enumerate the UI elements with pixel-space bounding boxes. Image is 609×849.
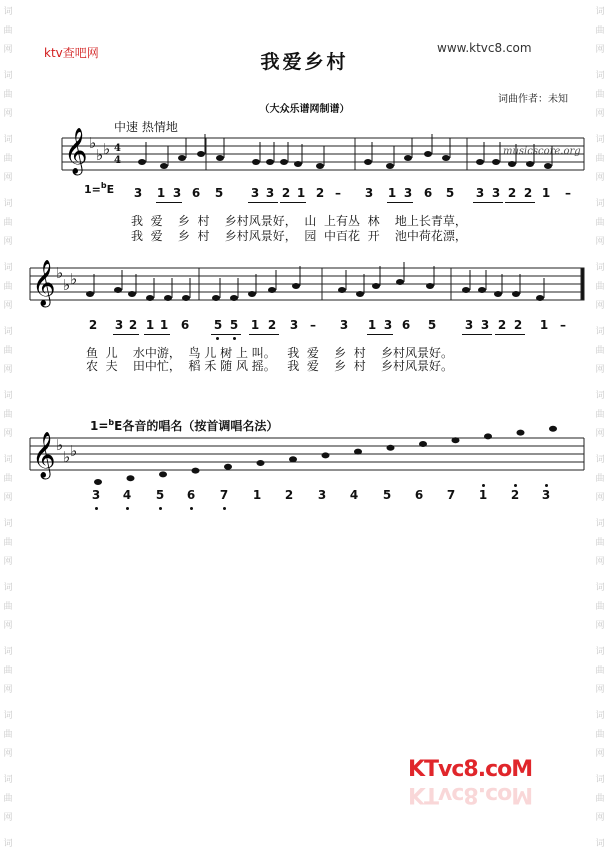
note-head	[512, 291, 520, 297]
flat-icon: ♭	[89, 134, 97, 152]
flat-icon: ♭	[70, 270, 78, 288]
note-head	[268, 287, 276, 293]
brand-label: ktv查吧网	[44, 46, 99, 60]
watermark-char: 曲	[3, 666, 13, 676]
octave-dot	[514, 484, 517, 487]
watermark-char: 网	[595, 301, 605, 311]
watermark-char: 网	[3, 557, 13, 567]
watermark-char: 词	[595, 71, 605, 81]
jianpu-number: 1	[145, 318, 155, 332]
jianpu-number: 3	[172, 186, 182, 200]
jianpu-underline	[462, 334, 492, 335]
jianpu-number: 1	[541, 186, 551, 200]
watermark-char: 网	[3, 237, 13, 247]
watermark-char: 词	[3, 7, 13, 17]
watermark-char: 词	[3, 839, 13, 849]
jianpu-underline	[367, 334, 393, 335]
note-head	[372, 283, 380, 289]
watermark-char: 曲	[595, 218, 605, 228]
watermark-char: 词	[595, 839, 605, 849]
footer-logo-reflection: KTvc8.coM	[408, 782, 533, 807]
watermark-char: 词	[3, 71, 13, 81]
jianpu-number: 3	[317, 488, 327, 502]
jianpu-number: 3	[541, 488, 551, 502]
jianpu-number: 1	[367, 318, 377, 332]
jianpu-number: 3	[91, 488, 101, 502]
watermark-char: 词	[595, 775, 605, 785]
watermark-char: 网	[3, 173, 13, 183]
treble-clef-icon: 𝄞	[32, 260, 56, 306]
jianpu-number: 4	[349, 488, 359, 502]
watermark-char: 词	[595, 391, 605, 401]
jianpu-number: 2	[497, 318, 507, 332]
jianpu-number: 3	[383, 318, 393, 332]
scale-note-head	[322, 452, 330, 458]
watermark-char: 词	[595, 647, 605, 657]
lyrics-line: 农 夫 田中忙， 稻 禾 随 风 摇。 我 爱 乡 村 乡村风景好。	[86, 359, 453, 373]
watermark-char: 网	[3, 301, 13, 311]
note-head	[86, 291, 94, 297]
jianpu-number: 7	[446, 488, 456, 502]
note-head	[356, 291, 364, 297]
jianpu-number: 3	[265, 186, 275, 200]
jianpu-number: –	[335, 186, 341, 200]
song-title: 我爱乡村	[260, 51, 349, 73]
watermark-char: 曲	[595, 282, 605, 292]
watermark-char: 曲	[3, 794, 13, 804]
watermark-char: 曲	[3, 474, 13, 484]
lyrics-line: 我 爱 乡 村 乡村风景好， 山 上有丛 林 地上长青草，	[131, 214, 467, 228]
note-head	[364, 159, 372, 165]
jianpu-number: 3	[114, 318, 124, 332]
watermark-char: 曲	[595, 346, 605, 356]
watermark-char: 曲	[595, 90, 605, 100]
note-head	[212, 295, 220, 301]
watermark-char: 网	[3, 621, 13, 631]
watermark-char: 网	[595, 429, 605, 439]
jianpu-underline	[144, 334, 170, 335]
flat-icon: ♭	[63, 276, 71, 294]
note-head	[178, 155, 186, 161]
jianpu-number: 1	[539, 318, 549, 332]
jianpu-number: 5	[229, 318, 239, 332]
octave-dot	[190, 507, 193, 510]
watermark-char: 曲	[3, 730, 13, 740]
jianpu-underline	[211, 334, 241, 335]
note-head	[424, 151, 432, 157]
svg-text:4: 4	[114, 143, 121, 154]
jianpu-number: –	[560, 318, 566, 332]
jianpu-number: 2	[523, 186, 533, 200]
treble-clef-icon: 𝄞	[32, 432, 56, 478]
note-head	[160, 163, 168, 169]
jianpu-number: 3	[250, 186, 260, 200]
watermark-char: 词	[595, 711, 605, 721]
jianpu-number: 6	[401, 318, 411, 332]
watermark-char: 曲	[3, 538, 13, 548]
jianpu-number: 1	[296, 186, 306, 200]
note-head	[386, 163, 394, 169]
jianpu-number: 1	[478, 488, 488, 502]
jianpu-number: 5	[155, 488, 165, 502]
watermark-char: 曲	[3, 410, 13, 420]
jianpu-number: 2	[281, 186, 291, 200]
note-head	[462, 287, 470, 293]
watermark-char: 网	[595, 621, 605, 631]
note-head	[146, 295, 154, 301]
jianpu-number: 3	[289, 318, 299, 332]
note-head	[404, 155, 412, 161]
jianpu-number: 3	[480, 318, 490, 332]
watermark-char: 曲	[3, 602, 13, 612]
note-head	[508, 161, 516, 167]
note-head	[494, 291, 502, 297]
watermark-char: 曲	[595, 154, 605, 164]
source-credit: （大众乐谱网制谱）	[259, 104, 350, 115]
watermark-char: 词	[595, 135, 605, 145]
flat-icon: ♭	[63, 448, 71, 466]
jianpu-number: 3	[403, 186, 413, 200]
watermark-char: 网	[3, 109, 13, 119]
lyrics-line: 鱼 儿 水中游， 鸟 儿 树 上 叫。 我 爱 乡 村 乡村风景好。	[86, 346, 453, 360]
jianpu-number: 1	[250, 318, 260, 332]
watermark-char: 词	[595, 263, 605, 273]
lyrics-line: 我 爱 乡 村 乡村风景好， 园 中百花 开 池中荷花漂，	[131, 229, 467, 243]
octave-dot	[95, 507, 98, 510]
watermark-char: 词	[3, 199, 13, 209]
watermark-char: 词	[595, 519, 605, 529]
watermark-char: 词	[3, 711, 13, 721]
watermark-char: 曲	[595, 538, 605, 548]
jianpu-number: 5	[213, 318, 223, 332]
watermark-char: 曲	[3, 282, 13, 292]
note-head	[294, 161, 302, 167]
watermark-char: 曲	[595, 26, 605, 36]
jianpu-underline	[156, 202, 182, 203]
scale-note-head	[549, 426, 557, 432]
site-url: www.ktvc8.com	[437, 41, 532, 55]
scale-note-head	[289, 456, 297, 462]
scale-note-head	[192, 468, 200, 474]
note-head	[316, 163, 324, 169]
jianpu-number: 3	[133, 186, 143, 200]
note-head	[230, 295, 238, 301]
jianpu-number: 3	[475, 186, 485, 200]
jianpu-underline	[113, 334, 139, 335]
jianpu-number: 3	[364, 186, 374, 200]
jianpu-number: 6	[423, 186, 433, 200]
watermark-char: 网	[595, 109, 605, 119]
author-credit: 词曲作者：未知	[498, 94, 568, 105]
note-head	[252, 159, 260, 165]
watermark-char: 词	[595, 327, 605, 337]
watermark-char: 词	[595, 455, 605, 465]
scale-note-head	[419, 441, 427, 447]
jianpu-underline	[248, 202, 278, 203]
watermark-char: 词	[3, 519, 13, 529]
watermark-char: 网	[3, 685, 13, 695]
scale-note-head	[224, 464, 232, 470]
scale-note-head	[159, 471, 167, 477]
tempo-marking: 中速 热情地	[114, 120, 178, 134]
jianpu-number: 1	[156, 186, 166, 200]
watermark-char: 曲	[3, 90, 13, 100]
note-head	[536, 295, 544, 301]
jianpu-number: 4	[122, 488, 132, 502]
note-head	[248, 291, 256, 297]
flat-icon: ♭	[70, 442, 78, 460]
jianpu-number: 2	[507, 186, 517, 200]
jianpu-underline	[387, 202, 413, 203]
note-head	[492, 159, 500, 165]
scale-note-head	[354, 449, 362, 455]
note-head	[128, 291, 136, 297]
jianpu-number: 1	[252, 488, 262, 502]
treble-clef-icon: 𝄞	[64, 128, 88, 174]
watermark-char: 词	[3, 263, 13, 273]
note-head	[138, 159, 146, 165]
note-head	[544, 163, 552, 169]
watermark-char: 网	[595, 493, 605, 503]
jianpu-number: 3	[339, 318, 349, 332]
watermark-char: 网	[3, 365, 13, 375]
note-head	[476, 159, 484, 165]
time-signature	[114, 143, 121, 166]
watermark-char: 曲	[3, 346, 13, 356]
watermark-char: 网	[595, 749, 605, 759]
note-head	[426, 283, 434, 289]
jianpu-number: 2	[510, 488, 520, 502]
flat-icon: ♭	[56, 264, 64, 282]
watermark-char: 网	[595, 45, 605, 55]
watermark-char: 词	[3, 455, 13, 465]
note-head	[164, 295, 172, 301]
jianpu-number: 3	[464, 318, 474, 332]
jianpu-number: –	[310, 318, 316, 332]
jianpu-underline	[473, 202, 503, 203]
jianpu-number: 2	[128, 318, 138, 332]
watermark-char: 网	[3, 813, 13, 823]
score-watermark: musicscore.org	[503, 146, 581, 157]
note-head	[114, 287, 122, 293]
watermark-char: 词	[595, 583, 605, 593]
watermark-char: 词	[3, 327, 13, 337]
jianpu-number: 5	[214, 186, 224, 200]
watermark-char: 词	[3, 135, 13, 145]
watermark-char: 词	[3, 647, 13, 657]
note-head	[478, 287, 486, 293]
watermark-char: 词	[3, 583, 13, 593]
octave-dot	[482, 484, 485, 487]
scale-note-head	[452, 437, 460, 443]
jianpu-underline	[505, 202, 535, 203]
watermark-char: 曲	[595, 666, 605, 676]
note-head	[182, 295, 190, 301]
jianpu-number: 5	[445, 186, 455, 200]
octave-dot	[545, 484, 548, 487]
watermark-char: 网	[3, 493, 13, 503]
svg-text:4: 4	[114, 155, 121, 166]
jianpu-number: –	[565, 186, 571, 200]
watermark-char: 曲	[3, 26, 13, 36]
octave-dot	[233, 337, 236, 340]
scale-heading: 1=$^b$E各音的唱名（按首调唱名法）	[90, 418, 279, 433]
jianpu-number: 6	[180, 318, 190, 332]
note-head	[280, 159, 288, 165]
jianpu-number: 6	[414, 488, 424, 502]
jianpu-number: 6	[191, 186, 201, 200]
octave-dot	[126, 507, 129, 510]
key-label: 1=$^b$E	[84, 181, 115, 196]
scale-note-head	[517, 430, 525, 436]
watermark-char: 网	[595, 813, 605, 823]
note-head	[266, 159, 274, 165]
jianpu-number: 2	[267, 318, 277, 332]
watermark-char: 网	[3, 45, 13, 55]
scale-note-head	[127, 475, 135, 481]
note-head	[292, 283, 300, 289]
flat-icon: ♭	[103, 140, 111, 158]
scale-note-head	[387, 445, 395, 451]
note-head	[216, 155, 224, 161]
jianpu-number: 2	[315, 186, 325, 200]
jianpu-underline	[280, 202, 306, 203]
final-bar-line	[581, 268, 584, 300]
jianpu-number: 7	[219, 488, 229, 502]
jianpu-number: 2	[284, 488, 294, 502]
flat-icon: ♭	[96, 146, 104, 164]
watermark-char: 网	[3, 749, 13, 759]
jianpu-number: 1	[387, 186, 397, 200]
jianpu-underline	[495, 334, 525, 335]
watermark-char: 曲	[595, 410, 605, 420]
note-head	[442, 155, 450, 161]
watermark-char: 曲	[595, 602, 605, 612]
watermark-char: 曲	[3, 218, 13, 228]
jianpu-number: 5	[382, 488, 392, 502]
watermark-char: 曲	[595, 794, 605, 804]
octave-dot	[216, 337, 219, 340]
note-head	[197, 151, 205, 157]
watermark-char: 词	[3, 775, 13, 785]
note-head	[396, 279, 404, 285]
scale-note-head	[484, 433, 492, 439]
watermark-char: 曲	[3, 154, 13, 164]
watermark-char: 网	[595, 685, 605, 695]
watermark-char: 网	[595, 237, 605, 247]
watermark-char: 网	[595, 557, 605, 567]
jianpu-number: 1	[159, 318, 169, 332]
octave-dot	[159, 507, 162, 510]
note-head	[338, 287, 346, 293]
note-head	[526, 161, 534, 167]
octave-dot	[223, 507, 226, 510]
scale-note-head	[94, 479, 102, 485]
flat-icon: ♭	[56, 436, 64, 454]
jianpu-number: 2	[513, 318, 523, 332]
jianpu-number: 2	[88, 318, 98, 332]
watermark-char: 网	[595, 365, 605, 375]
watermark-char: 曲	[595, 730, 605, 740]
jianpu-number: 6	[186, 488, 196, 502]
watermark-char: 网	[3, 429, 13, 439]
footer-logo: KTvc8.coM	[408, 757, 533, 782]
watermark-char: 网	[595, 173, 605, 183]
watermark-char: 词	[595, 7, 605, 17]
jianpu-number: 3	[491, 186, 501, 200]
scale-note-head	[257, 460, 265, 466]
watermark-char: 词	[595, 199, 605, 209]
jianpu-underline	[249, 334, 279, 335]
watermark-char: 词	[3, 391, 13, 401]
jianpu-number: 5	[427, 318, 437, 332]
watermark-char: 曲	[595, 474, 605, 484]
